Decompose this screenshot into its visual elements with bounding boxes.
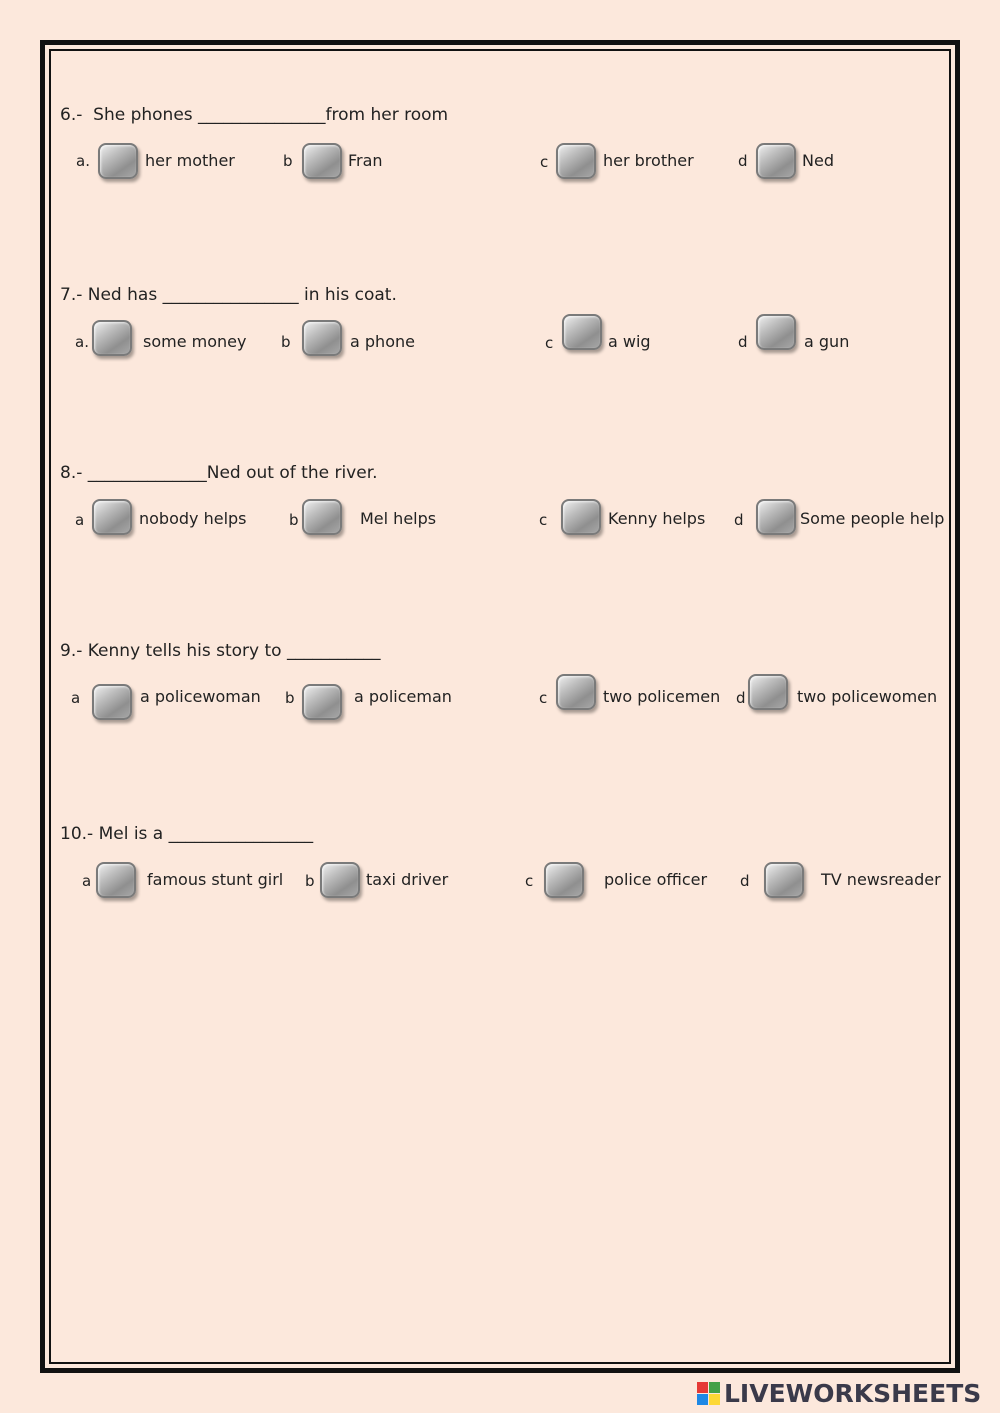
q10-option-b-checkbox[interactable] <box>320 862 360 898</box>
q8-option-b-checkbox[interactable] <box>302 499 342 535</box>
q8-option-d-checkbox[interactable] <box>756 499 796 535</box>
q7-option-d-letter: d <box>738 333 748 351</box>
question-8-prompt: 8.- ______________Ned out of the river. <box>60 463 378 483</box>
q8-option-c-checkbox[interactable] <box>561 499 601 535</box>
worksheet-border <box>40 40 960 1373</box>
q8-option-b-letter: b <box>289 511 299 529</box>
q7-option-c-checkbox[interactable] <box>562 314 602 350</box>
q8-option-c-letter: c <box>539 511 548 529</box>
q9-option-a-label: a policewoman <box>140 687 261 706</box>
q7-option-d-label: a gun <box>804 332 850 351</box>
q10-option-c-letter: c <box>525 872 534 890</box>
q7-option-b-letter: b <box>281 333 291 351</box>
q10-option-c-label: police officer <box>604 870 708 889</box>
q6-option-c-checkbox[interactable] <box>556 143 596 179</box>
q6-option-a-label: her mother <box>145 151 235 170</box>
q7-option-c-letter: c <box>545 334 554 352</box>
q7-option-b-label: a phone <box>350 332 415 351</box>
q8-option-a-checkbox[interactable] <box>92 499 132 535</box>
q9-option-a-checkbox[interactable] <box>92 684 132 720</box>
q6-option-b-label: Fran <box>348 151 383 170</box>
q6-option-d-letter: d <box>738 152 748 170</box>
q6-option-d-checkbox[interactable] <box>756 143 796 179</box>
q6-option-b-letter: b <box>283 152 293 170</box>
q10-option-a-checkbox[interactable] <box>96 862 136 898</box>
q9-option-d-checkbox[interactable] <box>748 674 788 710</box>
q10-option-b-letter: b <box>305 872 315 890</box>
worksheet-inner-border <box>49 49 951 1364</box>
question-7-prompt: 7.- Ned has ________________ in his coat. <box>60 285 397 305</box>
q9-option-c-checkbox[interactable] <box>556 674 596 710</box>
q10-option-d-label: TV newsreader <box>821 870 941 889</box>
q10-option-a-label: famous stunt girl <box>147 870 284 889</box>
question-10-prompt: 10.- Mel is a _________________ <box>60 824 314 844</box>
q6-option-d-label: Ned <box>802 151 834 170</box>
question-6-prompt: 6.- She phones _______________from her room <box>60 105 449 125</box>
liveworksheets-logo <box>697 1378 981 1408</box>
q8-option-b-label: Mel helps <box>360 509 437 528</box>
q6-option-a-letter: a. <box>76 152 90 170</box>
q7-option-a-checkbox[interactable] <box>92 320 132 356</box>
q6-option-c-letter: c <box>540 153 549 171</box>
q9-option-b-label: a policeman <box>354 687 452 706</box>
q9-option-c-label: two policemen <box>603 687 721 706</box>
q10-option-d-letter: d <box>740 872 750 890</box>
q7-option-a-label: some money <box>143 332 247 351</box>
q7-option-a-letter: a. <box>75 333 89 351</box>
q9-option-b-letter: b <box>285 689 295 707</box>
logo-square-red <box>697 1382 708 1393</box>
q7-option-c-label: a wig <box>608 332 651 351</box>
q9-option-a-letter: a <box>71 689 81 707</box>
q8-option-a-letter: a <box>75 511 85 529</box>
q7-option-d-checkbox[interactable] <box>756 314 796 350</box>
logo-square-blue <box>697 1394 708 1405</box>
q8-option-c-label: Kenny helps <box>608 509 706 528</box>
liveworksheets-logo-icon <box>697 1382 720 1405</box>
q9-option-c-letter: c <box>539 689 548 707</box>
q8-option-d-label: Some people help <box>800 509 945 528</box>
logo-square-yellow <box>709 1394 720 1405</box>
q6-option-b-checkbox[interactable] <box>302 143 342 179</box>
q8-option-a-label: nobody helps <box>139 509 247 528</box>
q10-option-c-checkbox[interactable] <box>544 862 584 898</box>
q9-option-b-checkbox[interactable] <box>302 684 342 720</box>
q6-option-a-checkbox[interactable] <box>98 143 138 179</box>
q7-option-b-checkbox[interactable] <box>302 320 342 356</box>
q10-option-a-letter: a <box>82 872 92 890</box>
q6-option-c-label: her brother <box>603 151 694 170</box>
logo-square-green <box>709 1382 720 1393</box>
liveworksheets-logo-text: LIVEWORKSHEETS <box>724 1378 982 1408</box>
q8-option-d-letter: d <box>734 511 744 529</box>
q10-option-b-label: taxi driver <box>366 870 449 889</box>
q9-option-d-letter: d <box>736 689 746 707</box>
question-9-prompt: 9.- Kenny tells his story to ___________ <box>60 641 381 661</box>
q10-option-d-checkbox[interactable] <box>764 862 804 898</box>
q9-option-d-label: two policewomen <box>797 687 938 706</box>
